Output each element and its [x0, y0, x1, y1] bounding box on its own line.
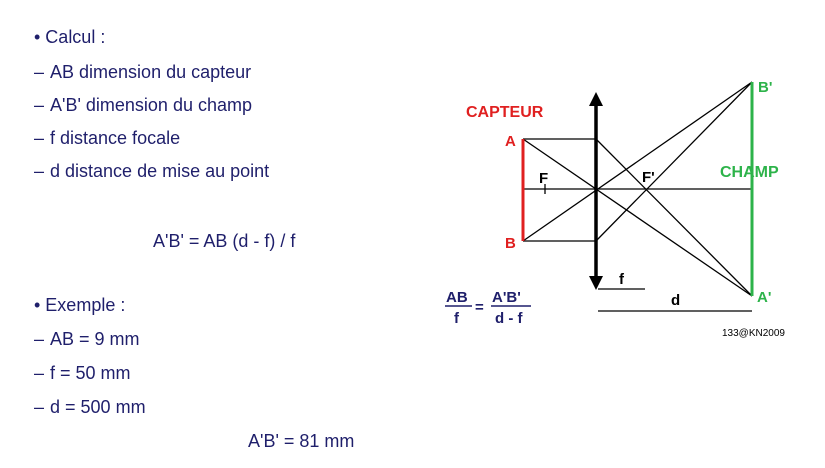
lens-arrow-bottom: [589, 276, 603, 290]
point-b-prime-label: B': [758, 79, 773, 96]
dash-bullet: –: [34, 62, 45, 82]
calcul-formula: A'B' = AB (d - f) / f: [153, 231, 296, 251]
focus-f-prime-label: F': [642, 169, 655, 186]
point-a-label: A: [505, 133, 516, 150]
dim-d-label: d: [671, 292, 681, 309]
point-b-label: B: [505, 235, 516, 252]
dash-bullet: –: [34, 128, 45, 148]
focus-f-label: F: [539, 170, 549, 187]
calcul-item-label: A'B' dimension du champ: [50, 95, 252, 115]
dim-f-label: f: [619, 271, 624, 288]
lens-arrow-top: [589, 92, 603, 106]
ratio-left-denominator: f: [454, 310, 459, 327]
dash-bullet: –: [34, 95, 45, 115]
point-a-prime-label: A': [757, 289, 772, 306]
exemple-item-label: d = 500 mm: [50, 397, 146, 417]
ratio-right-denominator: d - f: [495, 310, 523, 327]
dash-bullet: –: [34, 363, 45, 383]
credit-text: 133@KN2009: [722, 328, 785, 339]
exemple-item-label: AB = 9 mm: [50, 329, 140, 349]
exemple-result: A'B' = 81 mm: [248, 431, 355, 451]
capteur-label: CAPTEUR: [466, 104, 544, 121]
exemple-heading: • Exemple :: [34, 295, 126, 315]
ratio-right-numerator: A'B': [492, 289, 521, 306]
calcul-heading: • Calcul :: [34, 27, 106, 47]
champ-label: CHAMP: [720, 164, 779, 181]
calcul-item-label: d distance de mise au point: [50, 161, 270, 181]
dash-bullet: –: [34, 397, 45, 417]
dash-bullet: –: [34, 161, 45, 181]
ratio-left-numerator: AB: [446, 289, 468, 306]
ratio-equals: =: [475, 299, 484, 316]
exemple-item-label: f = 50 mm: [50, 363, 131, 383]
dash-bullet: –: [34, 329, 45, 349]
calcul-item-label: f distance focale: [50, 128, 181, 148]
calcul-item-label: AB dimension du capteur: [50, 62, 252, 82]
